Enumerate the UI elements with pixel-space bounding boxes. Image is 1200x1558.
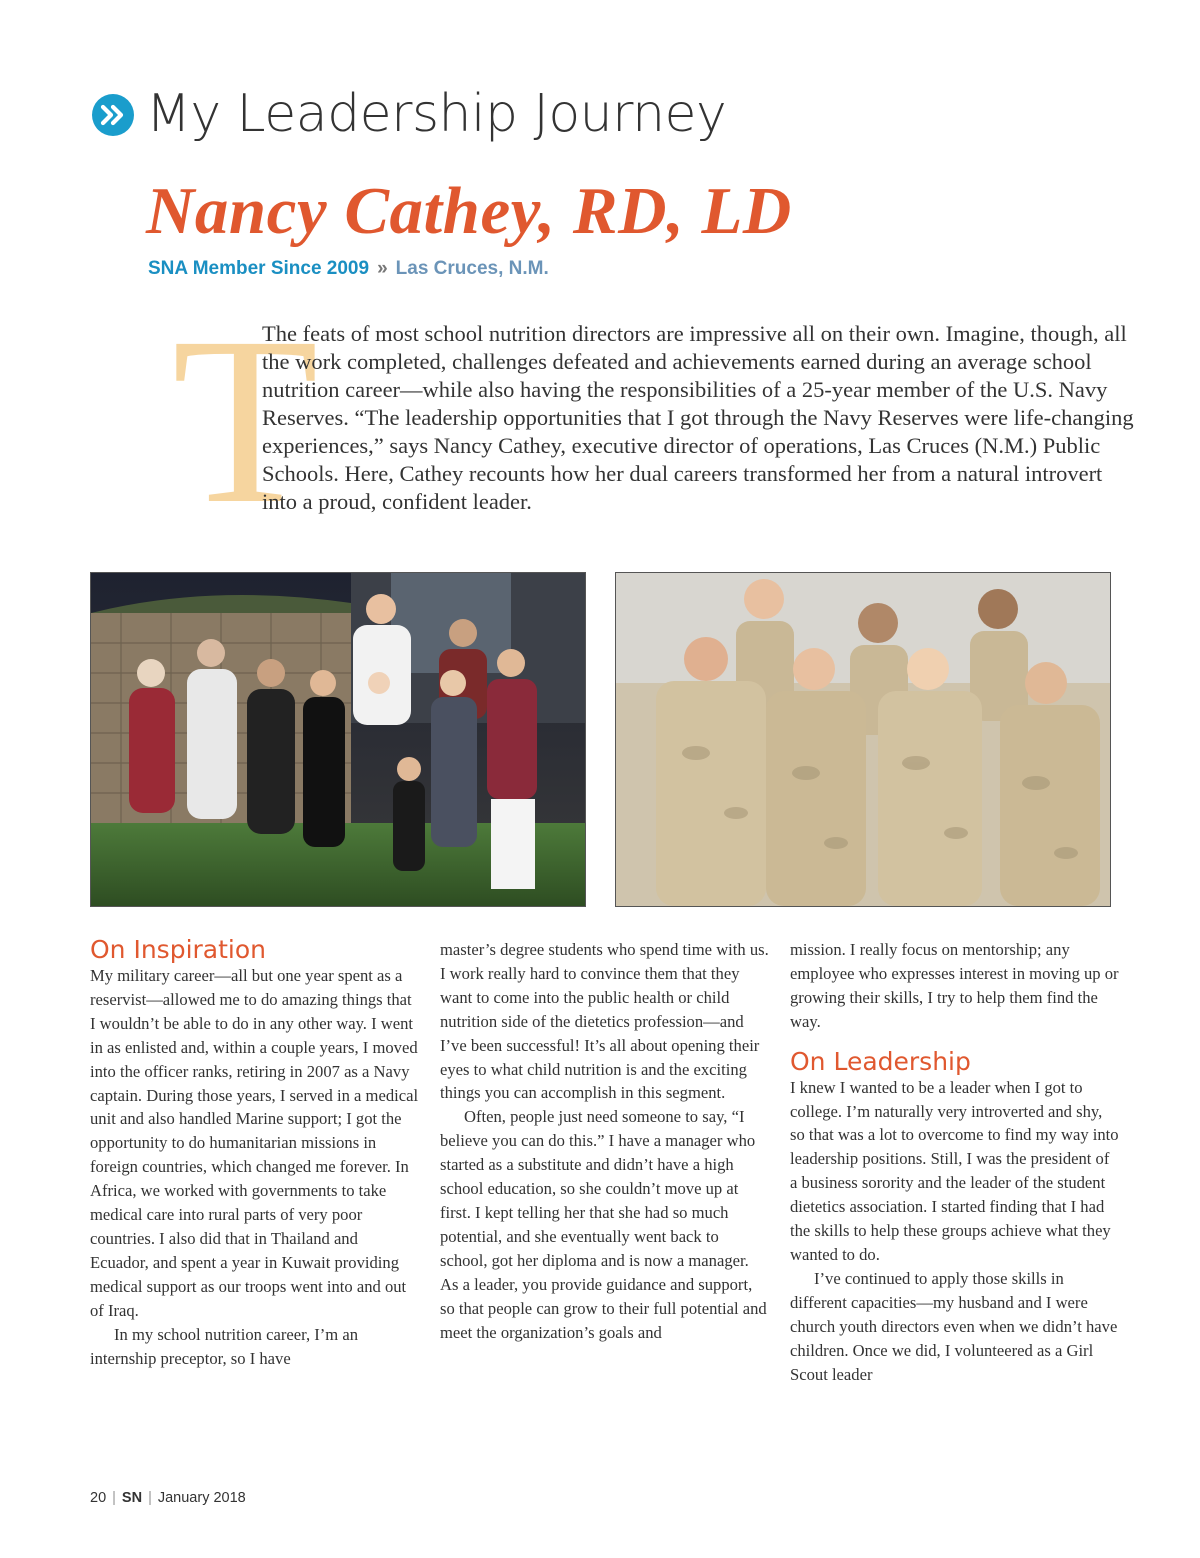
column-2 xyxy=(440,938,770,1344)
footer-divider: | xyxy=(112,1490,116,1506)
column-3 xyxy=(790,938,1120,1386)
magazine-name: SN xyxy=(121,1490,143,1506)
col1-paragraph-1: My military career—all but one year spent as a reservist—allowed me to do amazing things that I wouldn’t be able to do in any other way. I went in as enlisted and, within a couple years, I moved into the officer ranks, retiring in 2007 as a Navy captain. During those years, I served in a medical unit and also handled Marine support; I got the opportunity to do humanitarian missions in foreign countries, which changed me forever. In Africa, we worked with governments to take medical care into rural parts of very poor countries. I also did that in Thailand and Ecuador, and spent a year in Kuwait providing medical support as our troops went into and out of Iraq. xyxy=(90,966,419,1320)
subtitle xyxy=(148,258,549,280)
col3-paragraph-2: I knew I wanted to be a leader when I got to college. I’m naturally very introverted and shy, so that was a lot to overcome to find my way into leadership positions. Still, I was the president of a business sorority and the leader of the student dietetics association. I started finding that I had the skills to help these groups achieve what they wanted to do. xyxy=(790,1077,1119,1264)
col3-paragraph-3: I’ve continued to apply those skills in different capacities—my husband and I were church youth directors even when we didn’t have children. Once we did, I volunteered as a Girl Scout leader xyxy=(790,1268,1118,1384)
section-title: My Leadership Journey xyxy=(146,84,727,144)
page-number: 20 xyxy=(90,1490,107,1506)
col2-paragraph-2: Often, people just need someone to say, “I believe you can do this.” I have a manager who started as a substitute and didn’t have a high school education, so she couldn’t move up at first. I kept telling her that she had so much potential, and she eventually went back to school, got her diploma and is now a manager. As a leader, you provide guidance and support, so that people can grow to their full potential and meet the organization’s goals and xyxy=(440,1107,767,1342)
page-footer xyxy=(90,1490,246,1506)
col1-paragraph-2: In my school nutrition career, I’m an internship preceptor, so I have xyxy=(90,1324,359,1368)
intro-paragraph xyxy=(262,320,1142,516)
person-name: Nancy Cathey, RD, LD xyxy=(146,174,792,248)
location: Las Cruces, N.M. xyxy=(395,258,549,279)
member-since: SNA Member Since 2009 xyxy=(148,258,370,279)
footer-divider-2: | xyxy=(148,1490,152,1506)
issue-date: January 2018 xyxy=(157,1490,246,1506)
col3-paragraph-1: mission. I really focus on mentorship; any employee who expresses interest in moving up or growing their skills, I try to help them find the way. xyxy=(790,940,1119,1031)
heading-on-leadership: On Leadership xyxy=(790,1046,971,1076)
subtitle-separator: » xyxy=(377,258,388,279)
heading-on-inspiration: On Inspiration xyxy=(90,935,267,964)
family-photo xyxy=(90,572,586,907)
navy-photo xyxy=(615,572,1111,907)
column-1 xyxy=(90,936,420,1370)
intro-text: The feats of most school nutrition directors are impressive all on their own. Imagine, though, all the work completed, challenges defeated and achievements earned during an average school nutrition career—while also having the responsibilities of a 25-year member of the U.S. Navy Reserves. “The leadership opportunities that I got through the Navy Reserves were life-changing experiences,” says Nancy Cathey, executive director of operations, Las Cruces (N.M.) Public Schools. Here, Cathey recounts how her dual careers transformed her from a natural introvert into a proud, confident leader. xyxy=(262,321,1134,514)
section-header xyxy=(92,84,727,144)
dropcap: T xyxy=(172,287,319,553)
chevron-right-icon xyxy=(92,94,134,136)
col2-paragraph-1: master’s degree students who spend time with us. I work really hard to convince them that they want to come into the public health or child nutrition side of the dietetics profession—and I’ve been successful! It’s all about opening their eyes to what child nutrition is and the exciting things you can accomplish in this segment. xyxy=(440,940,769,1103)
